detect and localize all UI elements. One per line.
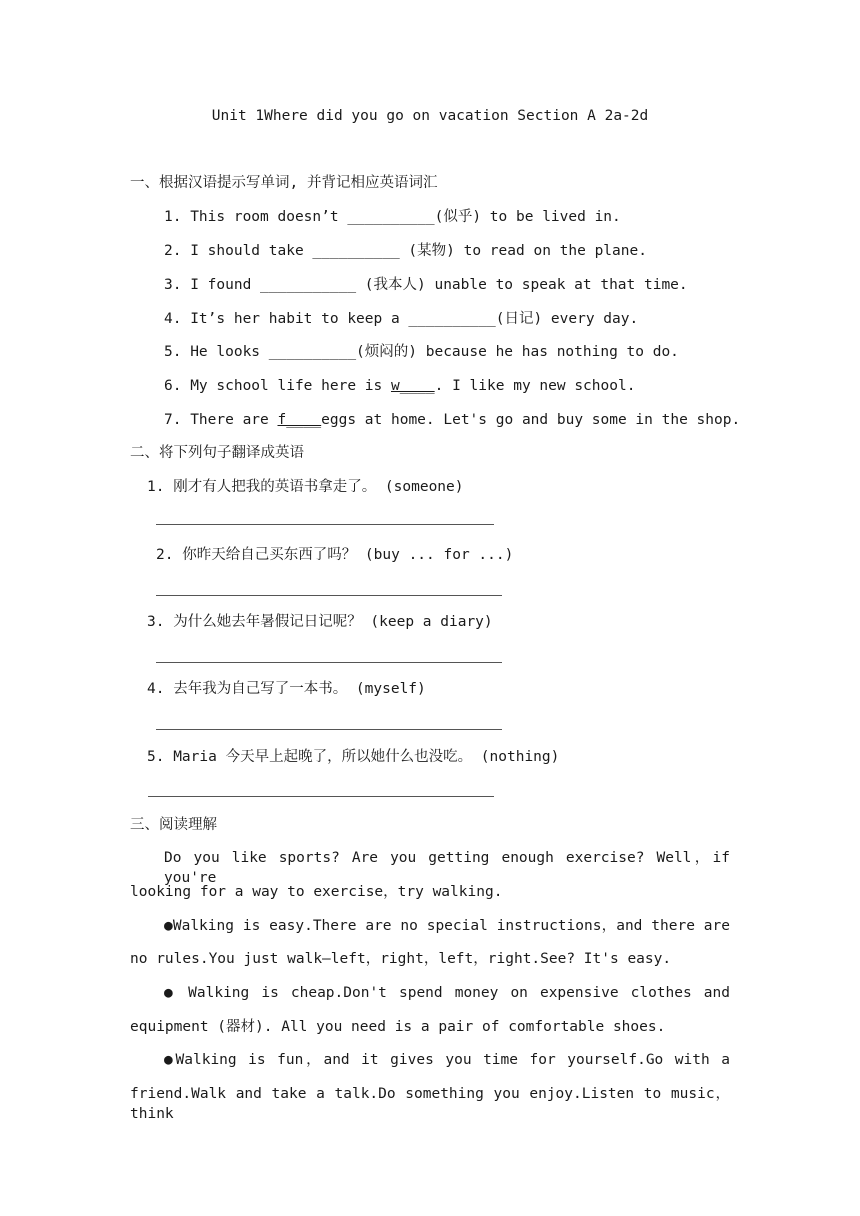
reading-line-6: equipment (器材). All you need is a pair of comfortable shoes. [130, 1019, 666, 1035]
vocab-item-6-before: 6. My school life here is [164, 378, 391, 394]
section3-heading: 三、阅读理解 [130, 817, 217, 833]
reading-line-4: no rules.You just walk—left，right，left，right.See? It's easy. [130, 951, 672, 967]
vocab-item-4: 4. It’s her habit to keep a __________(日记) every day. [164, 311, 639, 327]
vocab-item-1: 1. This room doesn’t __________(似乎) to be lived in. [164, 209, 621, 225]
translate-item-5: 5. Maria 今天早上起晚了，所以她什么也没吃。 (nothing) [147, 749, 560, 765]
section1-heading: 一、根据汉语提示写单词, 并背记相应英语词汇 [130, 175, 438, 191]
reading-line-1: Do you like sports? Are you getting enough exercise? Well，if you're [164, 850, 730, 886]
vocab-item-5: 5. He looks __________(烦闷的) because he has nothing to do. [164, 344, 679, 360]
answer-line-4 [156, 729, 502, 730]
vocab-item-6-after: . I like my new school. [434, 378, 636, 394]
reading-line-3: ●Walking is easy.There are no special instructions，and there are [164, 918, 730, 934]
answer-line-3 [156, 662, 502, 663]
answer-line-2 [156, 595, 502, 596]
page-title: Unit 1Where did you go on vacation Section A 2a-2d [211, 108, 649, 124]
vocab-item-6-blank: w____ [390, 378, 435, 394]
translate-item-4: 4. 去年我为自己写了一本书。 (myself) [147, 681, 426, 697]
vocab-item-7-before: 7. There are [164, 412, 278, 428]
reading-line-8: friend.Walk and take a talk.Do something you enjoy.Listen to music，think [130, 1086, 730, 1122]
vocab-item-7-blank: f____ [277, 412, 322, 428]
answer-line-5 [148, 796, 494, 797]
vocab-item-3: 3. I found ___________ (我本人) unable to speak at that time. [164, 277, 688, 293]
vocab-item-7 [164, 410, 740, 430]
translate-item-2: 2. 你昨天给自己买东西了吗？ (buy ... for ...) [156, 547, 514, 563]
reading-line-2: looking for a way to exercise，try walking. [130, 884, 503, 900]
vocab-item-7-after: eggs at home. Let's go and buy some in the shop. [321, 412, 741, 428]
section2-heading: 二、将下列句子翻译成英语 [130, 445, 304, 461]
vocab-item-6 [164, 376, 635, 396]
vocab-item-2: 2. I should take __________ (某物) to read on the plane. [164, 243, 647, 259]
answer-line-1 [156, 524, 494, 525]
translate-item-3: 3. 为什么她去年暑假记日记呢？ (keep a diary) [147, 614, 493, 630]
translate-item-1: 1. 刚才有人把我的英语书拿走了。 (someone) [147, 479, 464, 495]
reading-line-5: ● Walking is cheap.Don't spend money on expensive clothes and [164, 985, 730, 1001]
reading-line-7: ●Walking is fun，and it gives you time for yourself.Go with a [164, 1052, 730, 1068]
